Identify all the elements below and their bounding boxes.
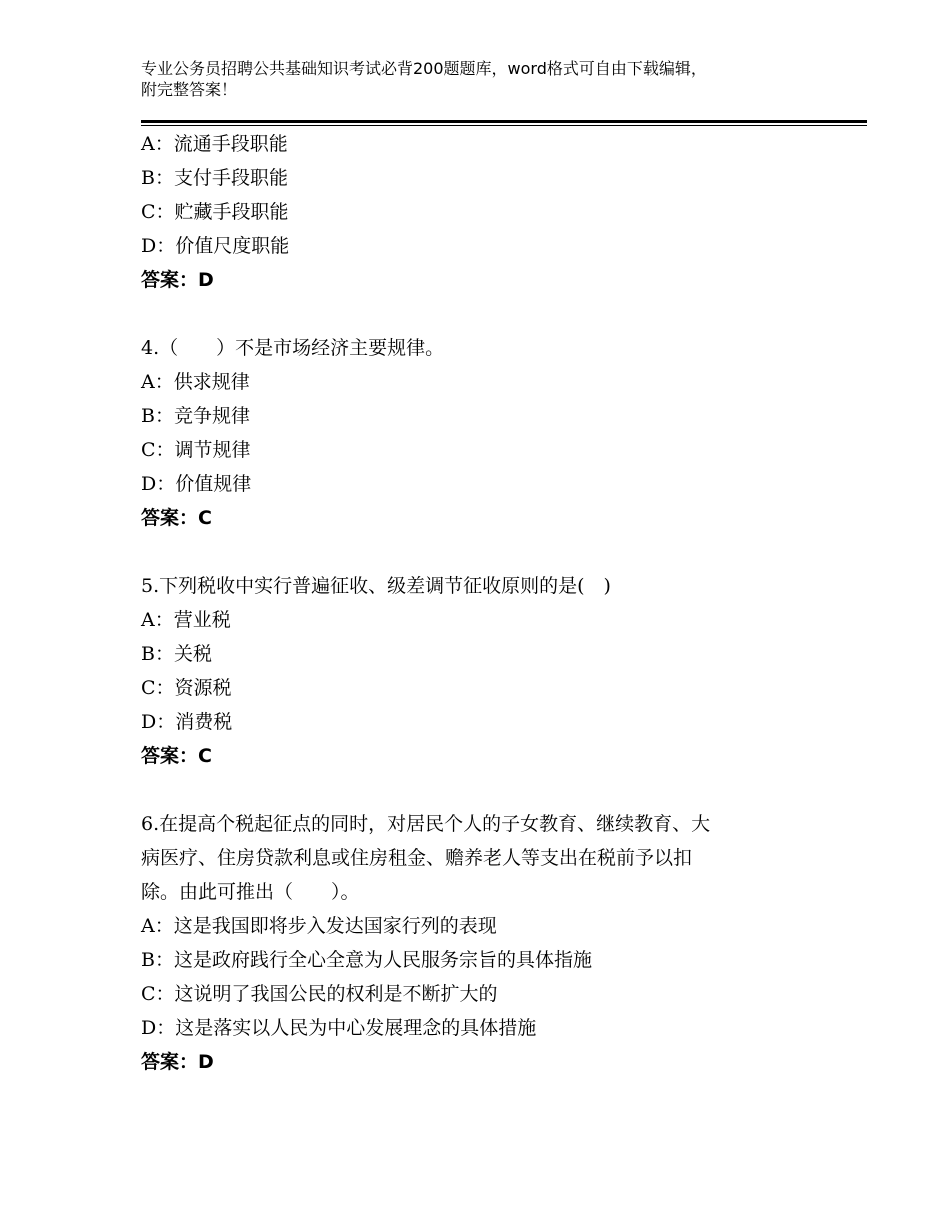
option-d: D：消费税 (141, 711, 233, 733)
answer-label: 答案：C (141, 745, 212, 767)
question-stem: 5.下列税收中实行普遍征收、级差调节征收原则的是( ) (141, 575, 611, 597)
option-a: A：这是我国即将步入发达国家行列的表现 (141, 915, 497, 937)
option-d: D：价值尺度职能 (141, 235, 290, 257)
answer-label: 答案：D (141, 1051, 214, 1073)
question-5 (141, 569, 821, 773)
answer-label: 答案：C (141, 507, 212, 529)
question-stem-line-2: 病医疗、住房贷款利息或住房租金、赡养老人等支出在税前予以扣 (141, 847, 693, 869)
question-stem-line-3: 除。由此可推出（ ）。 (141, 881, 360, 903)
document-header (141, 58, 821, 100)
option-b: B：竞争规律 (141, 405, 250, 427)
answer-label: 答案：D (141, 269, 214, 291)
option-c: C：贮藏手段职能 (141, 201, 289, 223)
option-a: A：供求规律 (141, 371, 250, 393)
question-3-continued (141, 127, 821, 297)
question-6 (141, 807, 821, 1079)
question-list (141, 127, 821, 1079)
option-b: B：关税 (141, 643, 212, 665)
option-d: D：这是落实以人民为中心发展理念的具体措施 (141, 1017, 537, 1039)
option-b: B：支付手段职能 (141, 167, 288, 189)
option-c: C：这说明了我国公民的权利是不断扩大的 (141, 983, 498, 1005)
option-b: B：这是政府践行全心全意为人民服务宗旨的具体指施 (141, 949, 592, 971)
option-d: D：价值规律 (141, 473, 252, 495)
option-a: A：流通手段职能 (141, 133, 288, 155)
question-stem: 4.（ ）不是市场经济主要规律。 (141, 337, 445, 359)
option-c: C：调节规律 (141, 439, 251, 461)
question-stem-line-1: 6.在提高个税起征点的同时，对居民个人的子女教育、继续教育、大 (141, 813, 711, 835)
header-line-1: 专业公务员招聘公共基础知识考试必背200题题库，word格式可自由下载编辑， (141, 59, 707, 78)
option-a: A：营业税 (141, 609, 231, 631)
header-line-2: 附完整答案！ (141, 80, 238, 99)
header-rule-thick (141, 120, 867, 123)
header-rule-thin (141, 125, 867, 126)
option-c: C：资源税 (141, 677, 232, 699)
question-4 (141, 331, 821, 535)
